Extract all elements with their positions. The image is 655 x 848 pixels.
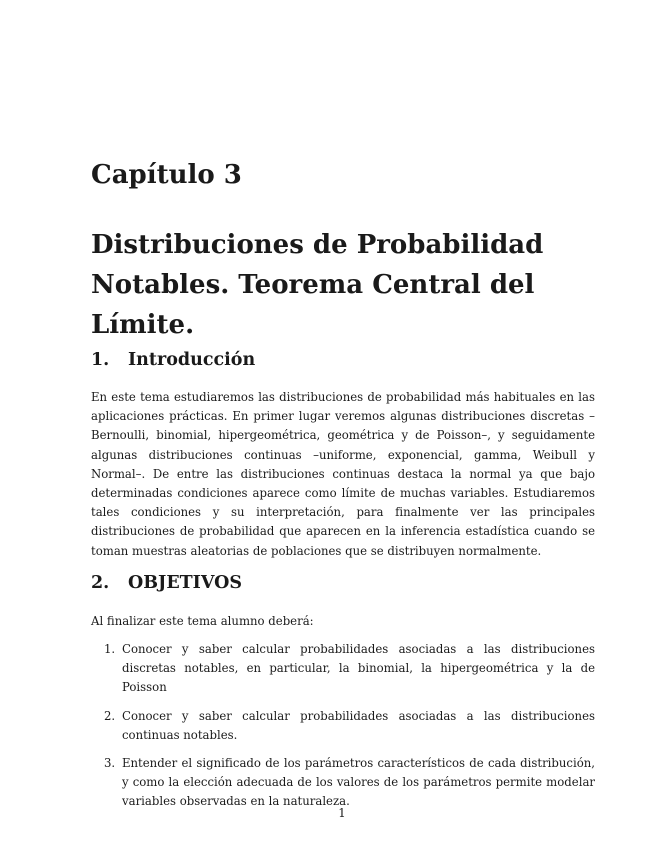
list-item — [91, 640, 595, 698]
section-number: 1. — [91, 350, 110, 370]
list-item-number: 3. — [104, 756, 116, 771]
section-heading-objetivos — [91, 573, 242, 594]
intro-paragraph: En este tema estudiaremos las distribuciones de probabilidad más habituales en las aplicaciones prácticas. En primer lugar veremos algunas distribuciones discretas –Bernoulli, binomial, hipergeométrica, geométrica y de Poisson–, y seguidamente algunas distribuciones continuas –uniforme, exponencial, gamma, Weibull y Normal–. De entre las distribuciones continuas destaca la normal ya que bajo determinadas condiciones aparece como límite de muchas variables. Estudiaremos tales condiciones y su interpretación, para finalmente ver las principales distribuciones de probabilidad que aparecen en la inferencia estadística cuando se toman muestras aleatorias de poblaciones que se distribuyen normalmente. — [91, 390, 595, 558]
section-heading-introduccion — [91, 350, 255, 371]
section-title: OBJETIVOS — [128, 573, 243, 593]
list-item-text: Entender el significado de los parámetros característicos de cada distribución, y como la elección adecuada de los valores de los parámetros permite modelar variables observadas en la naturaleza. — [122, 756, 595, 809]
chapter-title-line-1: Distribuciones de Probabilidad — [91, 230, 544, 260]
list-item-number: 1. — [104, 642, 116, 656]
chapter-title-line-2: Notables. Teorema Central del Límite. — [91, 270, 535, 340]
chapter-title — [91, 225, 631, 345]
list-item-text: Conocer y saber calcular probabilidades asociadas a las distribuciones discretas notables, en particular, la binomial, la hipergeométrica y la de Poisson — [122, 642, 595, 695]
objectives-lead: Al finalizar este tema alumno deberá: — [91, 614, 314, 628]
list-item-text: Conocer y saber calcular probabilidades asociadas a las distribuciones continuas notables. — [122, 708, 595, 742]
list-item-number: 2. — [104, 708, 116, 723]
objectives-list — [91, 640, 595, 812]
section-number: 2. — [91, 573, 110, 593]
page-number: 1 — [338, 806, 346, 820]
chapter-heading: Capítulo 3 — [91, 160, 242, 190]
list-item — [91, 707, 595, 745]
section-title: Introducción — [128, 350, 256, 370]
list-item — [91, 754, 595, 812]
